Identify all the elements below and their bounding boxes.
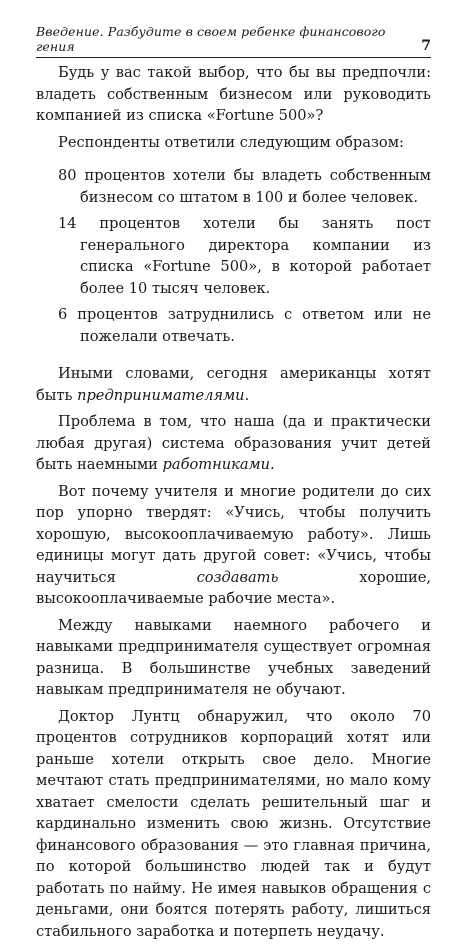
running-header [36, 24, 431, 58]
paragraph-entrepreneurs [36, 363, 431, 406]
survey-result-item: 80 процентов хотели бы владеть собственным бизнесом со штатом в 100 и более человек. [58, 167, 431, 206]
text-run: . [244, 386, 250, 404]
paragraph-respondents: Респонденты ответили следующим образом: [58, 133, 404, 151]
emphasis-entrepreneurs: предпринимателями [77, 386, 245, 404]
paragraph-education-problem [36, 411, 431, 476]
emphasis-create: создавать [196, 568, 279, 586]
text-run: . [270, 456, 275, 473]
survey-result-item: 6 процентов затруднились с ответом или не пожелали отвечать. [58, 306, 431, 345]
survey-result-item: 14 процентов хотели бы занять пост генерального директора компании из списка «Fortune 500», в которой работает более 10 тысяч человек. [58, 215, 431, 297]
section-title: Введение. Разбудите в своем ребенке финансового гения [36, 24, 386, 54]
text-run: Иными словами, сегодня американцы хотят быть [36, 365, 431, 404]
page-number: 7 [421, 38, 431, 54]
paragraph-skills-difference: Между навыками наемного рабочего и навыками предпринимателя существует огромная разница. В большинстве учебных заведений навыкам предпринимателя не обучают. [36, 616, 431, 698]
text-run: хорошие, высокооплачиваемые рабочие места». [36, 568, 431, 607]
text-run: Проблема в том, что наша (да и практически любая другая) система образования учит детей быть наемными [36, 413, 431, 473]
paragraph-luntz-findings: Доктор Лунтц обнаружил, что около 70 процентов сотрудников корпораций хотят или раньше хотели открыть свое дело. Многие мечтают стать предпринимателями, но мало кому хватает смелости сделать решительный шаг и кардинально изменить свою жизнь. Отсутствие финансового образования — это главная причина, по которой большинство людей так и будут работать по найму. Не имея навыков обращения с деньгами, они боятся потерять работу, лишиться стабильного заработка и потерпеть неудачу. [36, 707, 431, 940]
paragraph-teachers-advice [36, 481, 431, 610]
text-run: Вот почему учителя и многие родители до сих пор упорно твердят: «Учись, чтобы получить хорошую, высокооплачиваемую работу». Лишь единицы могут дать другой совет: «Учись, чтобы научиться [36, 482, 431, 586]
emphasis-employees: работниками [162, 456, 271, 473]
body-text [36, 62, 431, 947]
paragraph-question: Будь у вас такой выбор, что бы вы предпочли: владеть собственным бизнесом или руководить компанией из списка «Fortune 500»? [36, 64, 431, 124]
survey-results-list [36, 165, 431, 347]
